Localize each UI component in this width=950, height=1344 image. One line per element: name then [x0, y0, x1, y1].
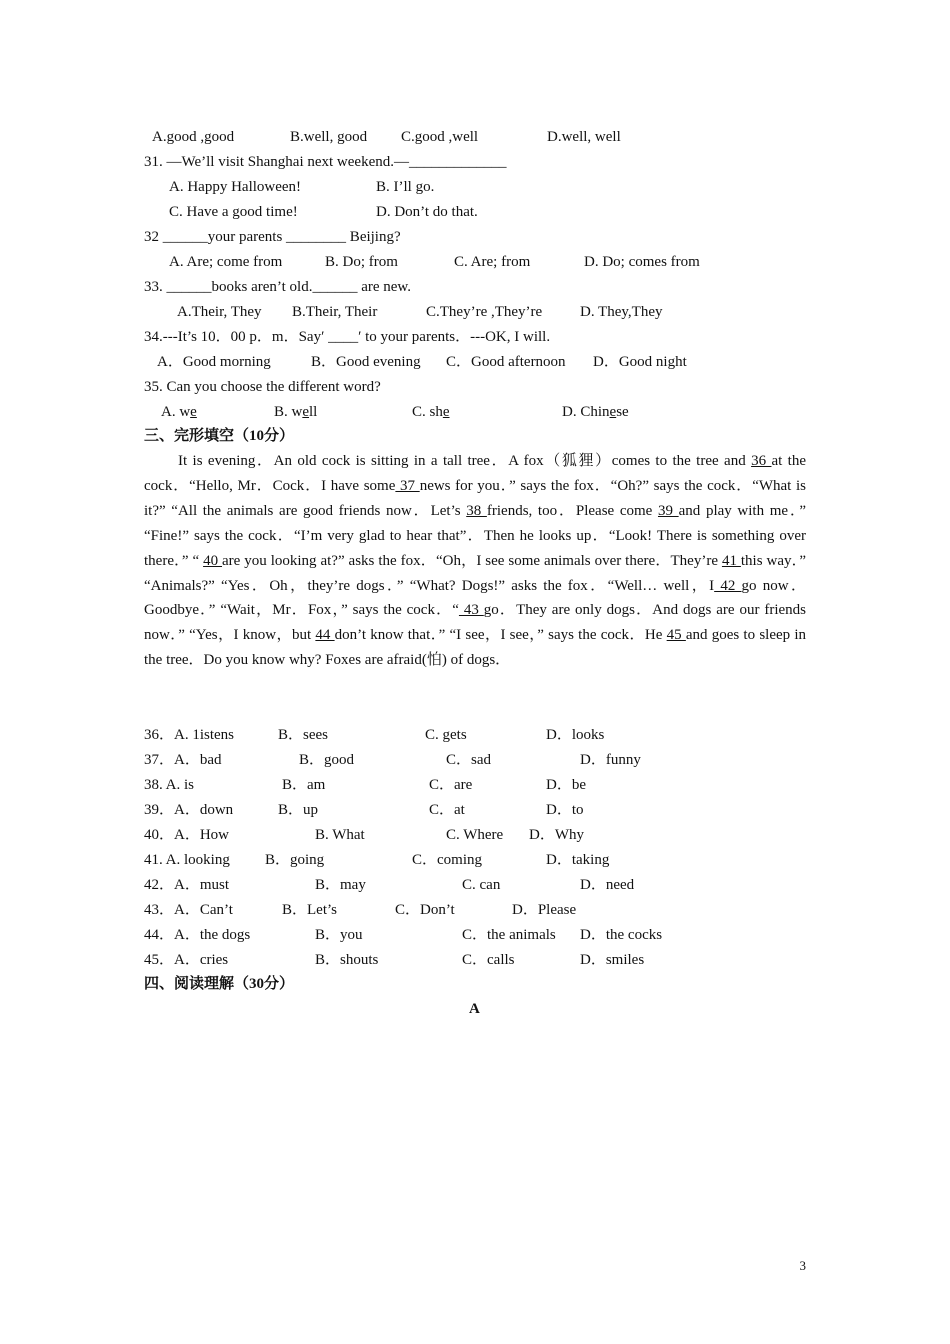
q35-stem: 35. Can you choose the different word? — [144, 379, 381, 395]
section-4-heading: 四、阅读理解（30分） — [144, 976, 295, 992]
cloze-38-c: C．are — [429, 777, 473, 793]
cloze-44-c: C．the animals — [462, 927, 556, 943]
cloze-42-c: C. can — [462, 877, 501, 893]
blank-38: 38 — [466, 502, 487, 519]
cloze-38-d: D．be — [546, 777, 586, 793]
section-4-part-a: A — [469, 1001, 480, 1017]
cloze-40-a: 40．A．How — [144, 827, 229, 843]
blank-40: 40 — [203, 552, 223, 569]
q34-option-a: A．Good morning — [157, 354, 271, 370]
q30-option-c: C.good ,well — [401, 129, 479, 145]
q31-option-d: D. Don’t do that. — [376, 204, 478, 220]
cloze-38-b: B．am — [282, 777, 326, 793]
q33-stem: 33. ______books aren’t old.______ are new. — [144, 279, 412, 295]
q31-option-c: C. Have a good time! — [169, 204, 298, 220]
q31-option-b: B. I’ll go. — [376, 179, 435, 195]
q33-option-b: B.Their, Their — [292, 304, 378, 320]
cloze-passage: It is evening．An old cock is sitting in a tall tree．A fox（狐狸）comes to the tree and 36 at the cock．“Hello, Mr．Cock．I have some 37 news for you．” says the fox．“Oh?” says the cock．“What is it?” “All the animals are good friends now．Let’s 38 friends, too．Please come 39 and play with me．” “Fine!” says the cock．“I’m very glad to hear that”．Then he looks up．“Look! There is something over there．” “ 40 are you looking at?” asks the fox．“Oh，I see some animals over there．They’re 41 this way．” “Animals?” “Yes．Oh，they’re dogs．” “What? Dogs!” asks the fox．“Well… well，I 42 go now．Goodbye．” “Wait，Mr．Fox，” says the cock．“ 43 go．They are only dogs．And dogs are our friends now．” “Yes，I know，but 44 don’t know that．” “I see，I see，” says the cock．He 45 and goes to sleep in the tree．Do you know why? Foxes are afraid(怕) of dogs． — [144, 453, 807, 669]
q35-option-b: B. well — [274, 404, 318, 420]
blank-39: 39 — [657, 502, 679, 519]
blank-43: 43 — [458, 602, 484, 619]
q35-option-a: A. we — [161, 404, 197, 420]
cloze-42-a: 42．A．must — [144, 877, 230, 893]
cloze-40-c: C. Where — [446, 827, 504, 843]
q34-stem: 34.---It’s 10．00 p．m．Say′ ____′ to your parents．---OK, I will. — [144, 329, 551, 345]
cloze-43-c: C．Don’t — [395, 902, 455, 918]
blank-37: 37 — [395, 477, 420, 494]
cloze-43-a: 43．A．Can’t — [144, 902, 233, 918]
q33-option-a: A.Their, They — [177, 304, 262, 320]
q33-option-c: C.They’re ,They’re — [426, 304, 543, 320]
cloze-39-d: D．to — [546, 802, 584, 818]
cloze-38-a: 38. A. is — [144, 777, 195, 793]
cloze-42-d: D．need — [580, 877, 635, 893]
cloze-44-b: B．you — [315, 927, 363, 943]
cloze-36-a: 36．A. 1istens — [144, 727, 235, 743]
cloze-40-d: D．Why — [529, 827, 584, 843]
q31-option-a: A. Happy Halloween! — [169, 179, 302, 195]
blank-41: 41 — [721, 552, 741, 569]
q32-option-b: B. Do; from — [325, 254, 398, 270]
cloze-41-d: D．taking — [546, 852, 610, 868]
blank-44: 44 — [315, 627, 335, 644]
cloze-43-b: B．Let’s — [282, 902, 337, 918]
q30-option-a: A.good ,good — [152, 129, 235, 145]
q35-option-d: D. Chinese — [562, 404, 629, 420]
cloze-42-b: B．may — [315, 877, 366, 893]
cloze-39-c: C．at — [429, 802, 465, 818]
cloze-41-a: 41. A. looking — [144, 852, 230, 868]
q32-stem: 32 ______your parents ________ Beijing? — [144, 229, 401, 245]
cloze-37-c: C．sad — [446, 752, 492, 768]
cloze-45-d: D．smiles — [580, 952, 645, 968]
page-number: 3 — [799, 1258, 806, 1273]
cloze-37-d: D．funny — [580, 752, 641, 768]
cloze-39-a: 39．A．down — [144, 802, 234, 818]
blank-45: 45 — [666, 627, 686, 644]
q32-option-c: C. Are; from — [454, 254, 531, 270]
blank-42: 42 — [714, 577, 742, 594]
cloze-40-b: B. What — [315, 827, 365, 843]
q35-option-c: C. she — [412, 404, 450, 420]
q34-option-c: C．Good afternoon — [446, 354, 566, 370]
cloze-44-d: D．the cocks — [580, 927, 663, 943]
blank-36: 36 — [751, 453, 772, 469]
section-3-heading: 三、完形填空（10分） — [144, 428, 295, 444]
cloze-36-d: D．looks — [546, 727, 605, 743]
cloze-45-a: 45．A．cries — [144, 952, 229, 968]
q30-option-d: D.well, well — [547, 129, 621, 145]
cloze-44-a: 44．A．the dogs — [144, 927, 251, 943]
q34-option-d: D．Good night — [593, 354, 687, 370]
cloze-37-b: B．good — [299, 752, 355, 768]
q31-stem: 31. —We’ll visit Shanghai next weekend.—_____________ — [144, 154, 507, 170]
cloze-41-b: B．going — [265, 852, 325, 868]
q30-option-b: B.well, good — [290, 129, 368, 145]
cloze-37-a: 37．A．bad — [144, 752, 222, 768]
q33-option-d: D. They,They — [580, 304, 663, 320]
cloze-36-b: B．sees — [278, 727, 328, 743]
q34-option-b: B．Good evening — [311, 354, 421, 370]
cloze-36-c: C. gets — [425, 727, 467, 743]
cloze-39-b: B．up — [278, 802, 319, 818]
q32-option-d: D. Do; comes from — [584, 254, 700, 270]
q32-option-a: A. Are; come from — [169, 254, 283, 270]
cloze-45-c: C．calls — [462, 952, 515, 968]
cloze-43-d: D．Please — [512, 902, 577, 918]
cloze-45-b: B．shouts — [315, 952, 379, 968]
cloze-41-c: C．coming — [412, 852, 482, 868]
